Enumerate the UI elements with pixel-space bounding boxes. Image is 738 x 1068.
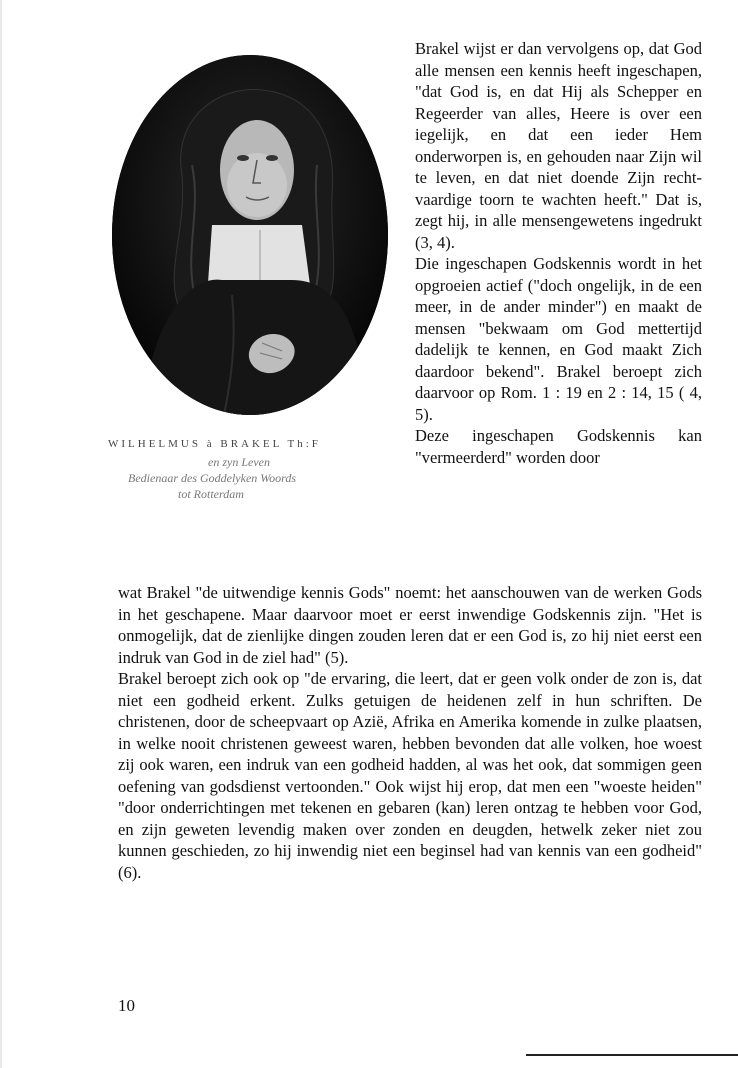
caption-script-line-3: tot Rotterdam xyxy=(178,487,244,501)
caption-script-line-2: Bedienaar des Goddelyken Woords xyxy=(128,471,297,485)
paragraph-1: Brakel wijst er dan vervolgens op, dat God alle mensen een kennis heeft ingeschapen, "dat God is, en dat Hij als Schepper en Regeerder van alles, Heere is over een iegelijk, en dat een ieder Hem onderworpen is, en gehouden naar Zijn wil te leven, en dat niet doende Zijn rechtvaardige toorn te wachten heeft." Dat is, zegt hij, in alle mensengewetens ingedrukt (3, 4). xyxy=(415,39,702,252)
caption-name: WILHELMUS à BRAKEL Th:F xyxy=(108,438,321,450)
page-edge xyxy=(0,0,2,1068)
full-width-text xyxy=(118,582,702,883)
portrait-caption xyxy=(108,435,393,510)
bottom-rule xyxy=(526,1054,738,1056)
paragraph-3-start: Deze ingeschapen Godskennis kan "vermeerderd" worden door xyxy=(415,426,702,467)
paragraph-4: Brakel beroept zich ook op "de ervaring, die leert, dat er geen volk onder de zon is, dat niet een godheid erkent. Zulks getuigen de heidenen zelf in hun schriften. De christenen, door de scheepvaart op Azië, Afrika en Amerika komende in zulke plaatsen, in welke nooit christenen geweest waren, hebben bevonden dat alle volken, hoe woest zij ook waren, een indruk van een godheid hadden, al was het ook, dat sommigen geen oefening van godsdienst vertoonden." Ook wijst hij erop, dat men een "woeste heiden" "door onderrichtingen met tekenen en gebaren (kan) leren ontzag te hebben voor God, en zijn geweten levendig maken over zonden en deugden, hetwelk zeker niet zou kunnen geschieden, zo hij inwendig niet een beginsel had van kennis van een godheid" (6). xyxy=(118,669,702,882)
right-column-text xyxy=(415,38,702,468)
page-number: 10 xyxy=(118,996,135,1015)
caption-script-line-1: en zyn Leven xyxy=(208,455,270,469)
portrait-oval xyxy=(112,55,388,415)
portrait-figure xyxy=(112,55,388,415)
paragraph-2: Die ingeschapen Godskennis wordt in het opgroeien actief ("doch ongelijk, in de een meer, in de ander minder") en maakt de mensen "bekwaam om God mettertijd dadelijk te kennen, en God maakt Zich daardoor bekend". Brakel beroept zich daarvoor op Rom. 1 : 19 en 2 : 14, 15 ( 4, 5). xyxy=(415,254,702,424)
portrait-engraving xyxy=(108,55,393,510)
paragraph-3-continued: wat Brakel "de uitwendige kennis Gods" noemt: het aanschouwen van de werken Gods in het geschapene. Maar daarvoor moet er eerst inwendige Godskennis zijn. "Het is onmogelijk, dat de zienlijke dingen zouden leren dat er een God is, zo hij niet eerst een indruk van God in de ziel had" (5). xyxy=(118,583,702,667)
